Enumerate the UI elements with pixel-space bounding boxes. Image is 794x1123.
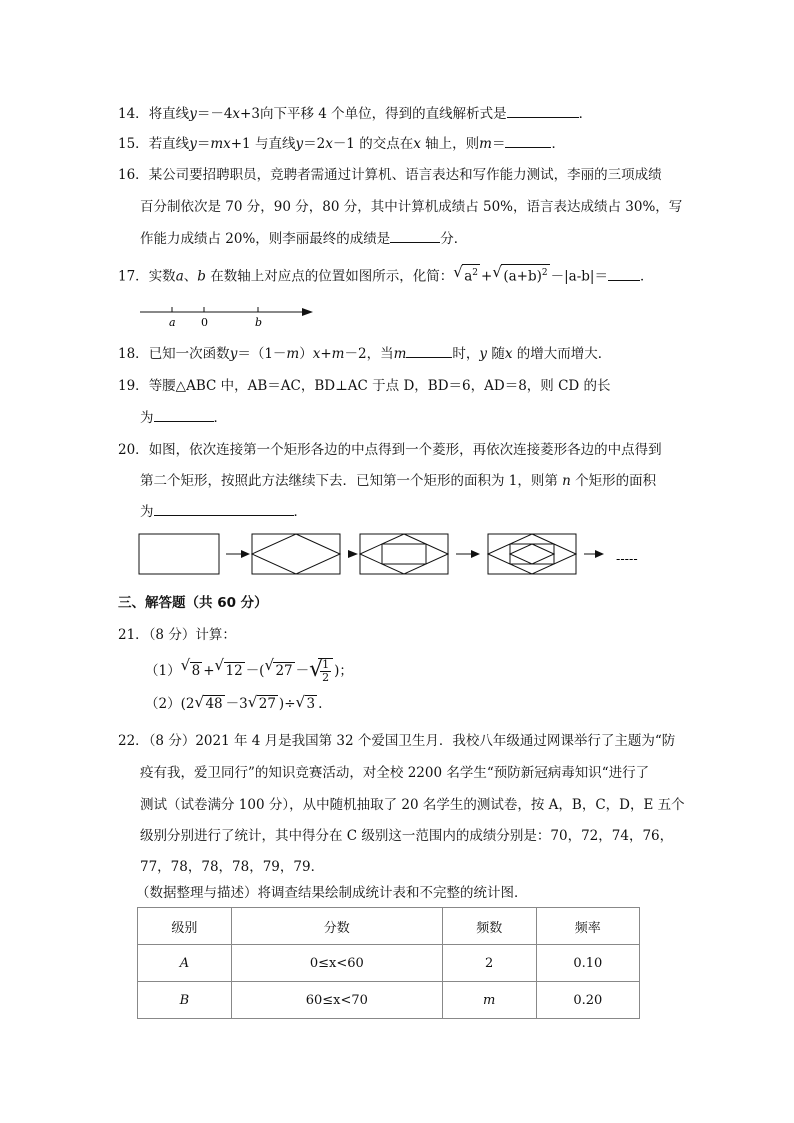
arrow-head-icon xyxy=(241,550,250,558)
arrow-head-icon xyxy=(595,550,604,558)
table-row xyxy=(138,982,640,1019)
continuation-dots: ----- xyxy=(616,552,638,566)
rectangle-sequence-figure xyxy=(136,530,656,580)
rectangle-3 xyxy=(360,534,448,574)
answer-blank[interactable] xyxy=(406,343,452,358)
question-20-line1: 20．如图，依次连接第一个矩形各边的中点得到一个菱形，再依次连接菱形各边的中点得到 xyxy=(118,442,662,458)
table-cell: 60≤x<70 xyxy=(231,982,442,1019)
table-cell: 0≤x<60 xyxy=(231,945,442,982)
question-22-line2: 疫有我，爱卫同行”的知识竞赛活动，对全校 2200 名学生“预防新冠病毒知识“进行了 xyxy=(140,765,650,781)
question-21-part2: （2）(2 √ 48 －3 √ 27 )÷ √ 3 . xyxy=(145,693,323,712)
label-a: a xyxy=(169,316,176,329)
question-19-line1: 19．等腰△ABC 中，AB＝AC，BD⊥AC 于点 D，BD＝6，AD＝8，则 CD 的长 xyxy=(118,378,611,394)
sqrt-fraction: √ $\frac{1}{2}$ xyxy=(309,657,333,685)
answer-blank[interactable] xyxy=(154,501,294,516)
axis-arrow-icon xyxy=(302,308,313,316)
question-22-line1: 22．（8 分）2021 年 4 月是我国第 32 个爱国卫生月．我校八年级通过网课举行了主题为“防 xyxy=(118,733,676,749)
rectangle-1 xyxy=(139,534,219,574)
label-b: b xyxy=(255,316,263,329)
arrow-head-icon xyxy=(471,550,480,558)
statistics-table xyxy=(137,907,640,1019)
section-3-title: 三、解答题（共 60 分） xyxy=(118,595,268,611)
table-cell: m xyxy=(442,982,536,1019)
question-21-part1: （1） √ 8 + √ 12 －( √ 27 － √ $\frac{1}{2}$ )； xyxy=(145,656,353,684)
question-22-line6: （数据整理与描述）将调查结果绘制成统计表和不完整的统计图． xyxy=(136,885,528,901)
question-21: 21．（8 分）计算： xyxy=(118,627,236,643)
question-22-line5: 77，78，78，78，79，79． xyxy=(140,859,325,875)
number-line-figure xyxy=(138,300,318,330)
question-20-line3: 为 ． xyxy=(140,501,307,522)
table-cell: 0.20 xyxy=(536,982,639,1019)
sqrt-a-plus-b-squared: √ $(a+b)^2$ xyxy=(492,263,548,285)
table-cell: 2 xyxy=(442,945,536,982)
header-score: 分数 xyxy=(231,908,442,945)
question-19-line2: 为 ． xyxy=(140,407,227,428)
rhombus-4 xyxy=(488,534,576,574)
question-16-line3: 作能力成绩占 20%，则李丽最终的成绩是 分． xyxy=(140,228,467,249)
inner-rectangle-3 xyxy=(382,544,426,564)
question-14: 14．将直线y＝－4x+3向下平移 4 个单位，得到的直线解析式是 ． xyxy=(118,103,592,124)
rhombus-3 xyxy=(360,534,448,574)
rhombus-2 xyxy=(252,534,340,574)
rectangle-2 xyxy=(252,534,340,574)
table-cell: 0.10 xyxy=(536,945,639,982)
inner-rectangle-4 xyxy=(510,544,554,564)
answer-blank[interactable] xyxy=(390,228,440,243)
header-frequency: 频数 xyxy=(442,908,536,945)
question-18: 18．已知一次函数y＝（1－m）x+m－2，当m 时，y 随x 的增大而增大． xyxy=(118,343,611,364)
answer-blank[interactable] xyxy=(154,407,214,422)
question-22-line3: 测试（试卷满分 100 分），从中随机抽取了 20 名学生的测试卷，按 A，B，C，D，E 五个 xyxy=(140,797,685,813)
arrow-head-icon xyxy=(348,550,358,558)
header-level: 级别 xyxy=(138,908,232,945)
question-22-line4: 级别分别进行了统计，其中得分在 C 级别这一范围内的成绩分别是：70，72，74，76， xyxy=(140,828,674,844)
sqrt-a-squared: √ $a^2$ xyxy=(453,263,478,285)
answer-blank[interactable] xyxy=(505,133,551,148)
header-rate: 频率 xyxy=(536,908,639,945)
question-17: 17．实数a、b 在数轴上对应点的位置如图所示，化简： √ $a^2$ + √ $(a+b)^2 -|a-b|=$ ． xyxy=(118,263,654,285)
question-15: 15．若直线y＝mx+1 与直线y＝2x－1 的交点在x 轴上，则m＝ ． xyxy=(118,133,565,154)
fraction-one-half: $\frac{1}{2}$ xyxy=(322,658,330,684)
inner-rhombus-4 xyxy=(510,544,554,564)
table-header-row xyxy=(138,908,640,945)
question-20-line2: 第二个矩形，按照此方法继续下去．已知第一个矩形的面积为 1，则第 n 个矩形的面积 xyxy=(140,473,657,489)
table-cell: B xyxy=(138,982,232,1019)
question-16-line1: 16．某公司要招聘职员，竞聘者需通过计算机、语言表达和写作能力测试，李丽的三项成绩 xyxy=(118,167,662,183)
question-16-line2: 百分制依次是 70 分，90 分，80 分，其中计算机成绩占 50%，语言表达成绩占 30%，写 xyxy=(140,199,683,215)
table-row xyxy=(138,945,640,982)
answer-blank[interactable] xyxy=(608,266,640,281)
table-cell: A xyxy=(138,945,232,982)
rectangle-4 xyxy=(488,534,576,574)
answer-blank[interactable] xyxy=(507,103,579,118)
label-zero: 0 xyxy=(201,316,208,329)
